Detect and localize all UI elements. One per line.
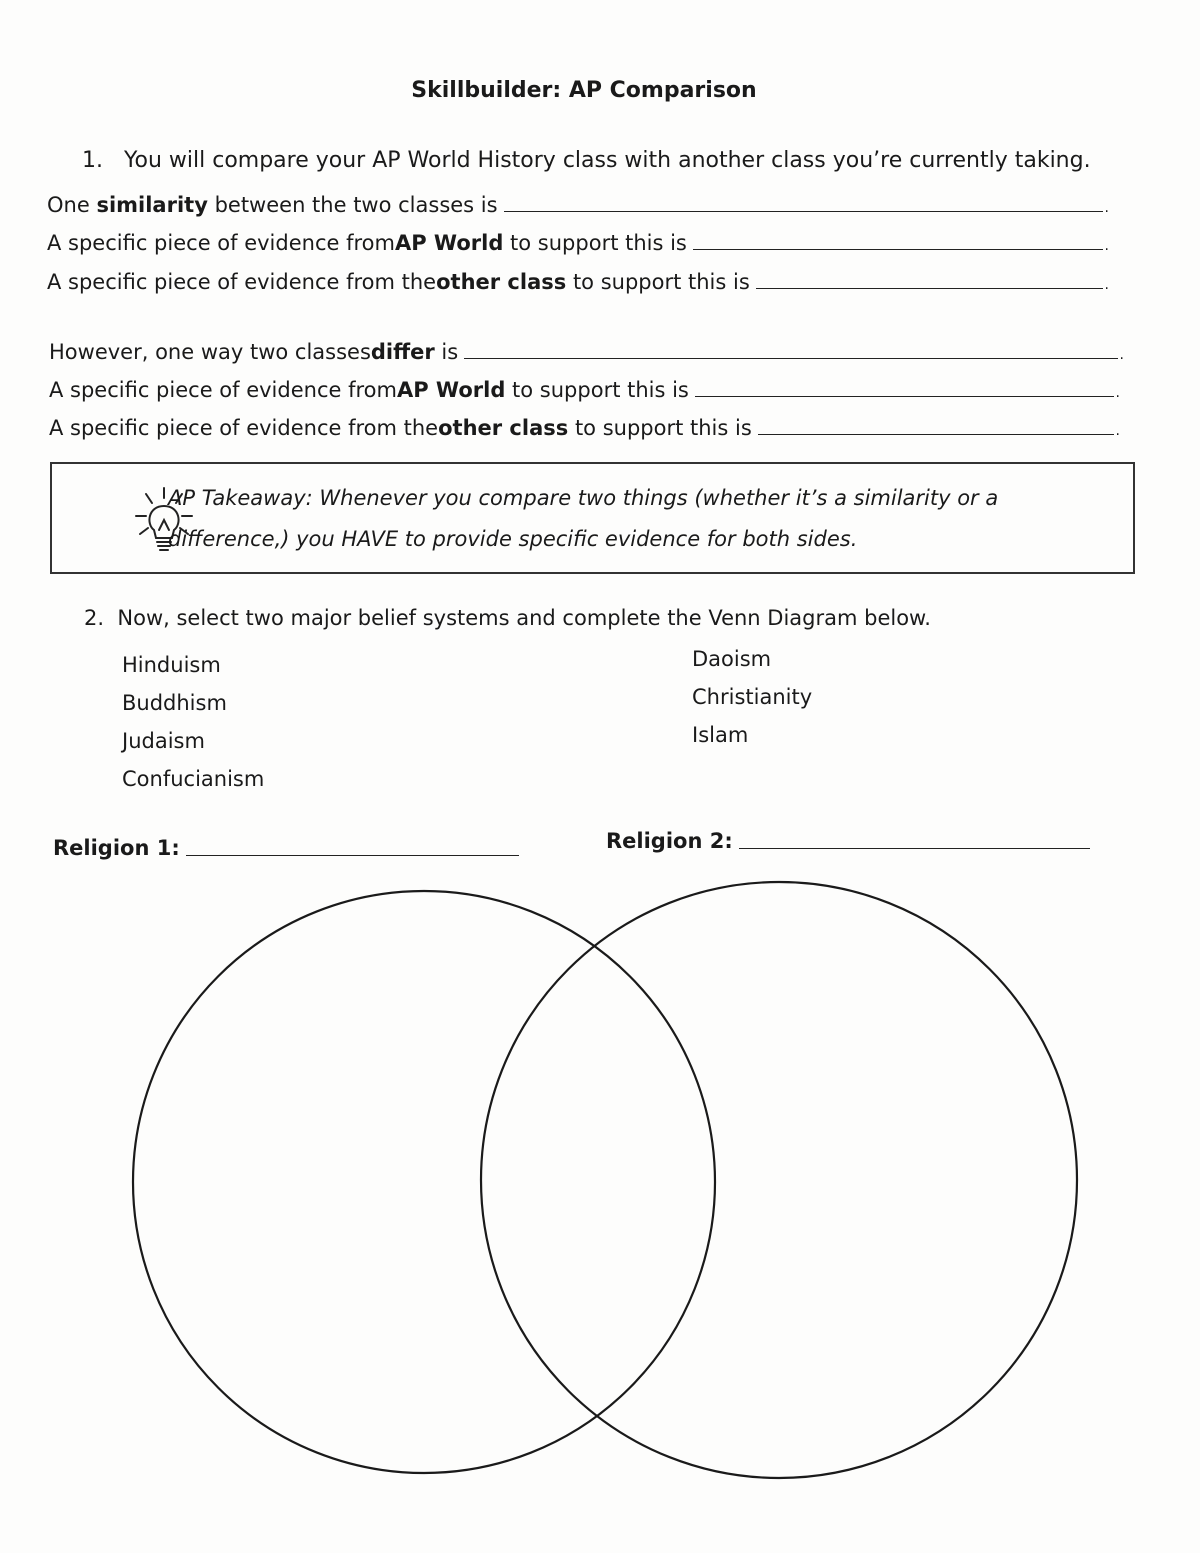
period: . bbox=[1115, 385, 1120, 401]
period: . bbox=[1104, 277, 1109, 293]
row-label-bold: differ bbox=[370, 340, 435, 364]
row-label-post: is bbox=[441, 340, 459, 364]
row-label-pre: A specific piece of evidence from the bbox=[49, 416, 439, 440]
religion-1-label: Religion 1: bbox=[53, 836, 180, 860]
row-label-post: to support this is bbox=[574, 416, 752, 440]
option-confucianism: Confucianism bbox=[122, 767, 265, 791]
option-islam: Islam bbox=[692, 723, 749, 747]
question-text: You will compare your AP World History class with another class you’re currently taking. bbox=[123, 148, 1091, 173]
period: . bbox=[1104, 200, 1109, 216]
period: . bbox=[1119, 347, 1124, 363]
page-title: Skillbuilder: AP Comparison bbox=[411, 78, 757, 103]
row-label-bold: other class bbox=[436, 270, 567, 294]
row-label-pre: However, one way two classes bbox=[49, 340, 371, 364]
venn-right-circle[interactable] bbox=[481, 882, 1077, 1478]
question-number: 2. bbox=[84, 606, 105, 630]
row-label-pre: One bbox=[47, 193, 90, 217]
takeaway-line-1: AP Takeaway: Whenever you compare two things (whether it’s a similarity or a bbox=[168, 486, 999, 510]
row-label-pre: A specific piece of evidence from bbox=[47, 231, 395, 255]
row-label-post: to support this is bbox=[512, 378, 689, 402]
option-christianity: Christianity bbox=[692, 685, 813, 709]
row-label-bold: AP World bbox=[396, 378, 506, 402]
option-buddhism: Buddhism bbox=[122, 691, 227, 715]
period: . bbox=[1115, 423, 1120, 439]
row-label-post: to support this is bbox=[572, 270, 750, 294]
option-judaism: Judaism bbox=[122, 729, 205, 753]
question-text: Now, select two major belief systems and complete the Venn Diagram below. bbox=[117, 606, 931, 630]
period: . bbox=[1104, 238, 1109, 254]
takeaway-line-2: difference,) you HAVE to provide specific evidence for both sides. bbox=[168, 527, 858, 551]
row-label-bold: similarity bbox=[96, 193, 208, 217]
venn-left-circle[interactable] bbox=[133, 891, 715, 1473]
row-label-bold: other class bbox=[438, 416, 569, 440]
option-daoism: Daoism bbox=[692, 647, 772, 671]
question-number: 1. bbox=[82, 148, 103, 173]
religion-2-label: Religion 2: bbox=[606, 829, 733, 853]
row-label-post: to support this is bbox=[510, 231, 687, 255]
row-label-pre: A specific piece of evidence from bbox=[49, 378, 397, 402]
row-label-bold: AP World bbox=[394, 231, 504, 255]
row-label-post: between the two classes is bbox=[214, 193, 498, 217]
option-hinduism: Hinduism bbox=[122, 653, 221, 677]
row-label-pre: A specific piece of evidence from the bbox=[47, 270, 437, 294]
